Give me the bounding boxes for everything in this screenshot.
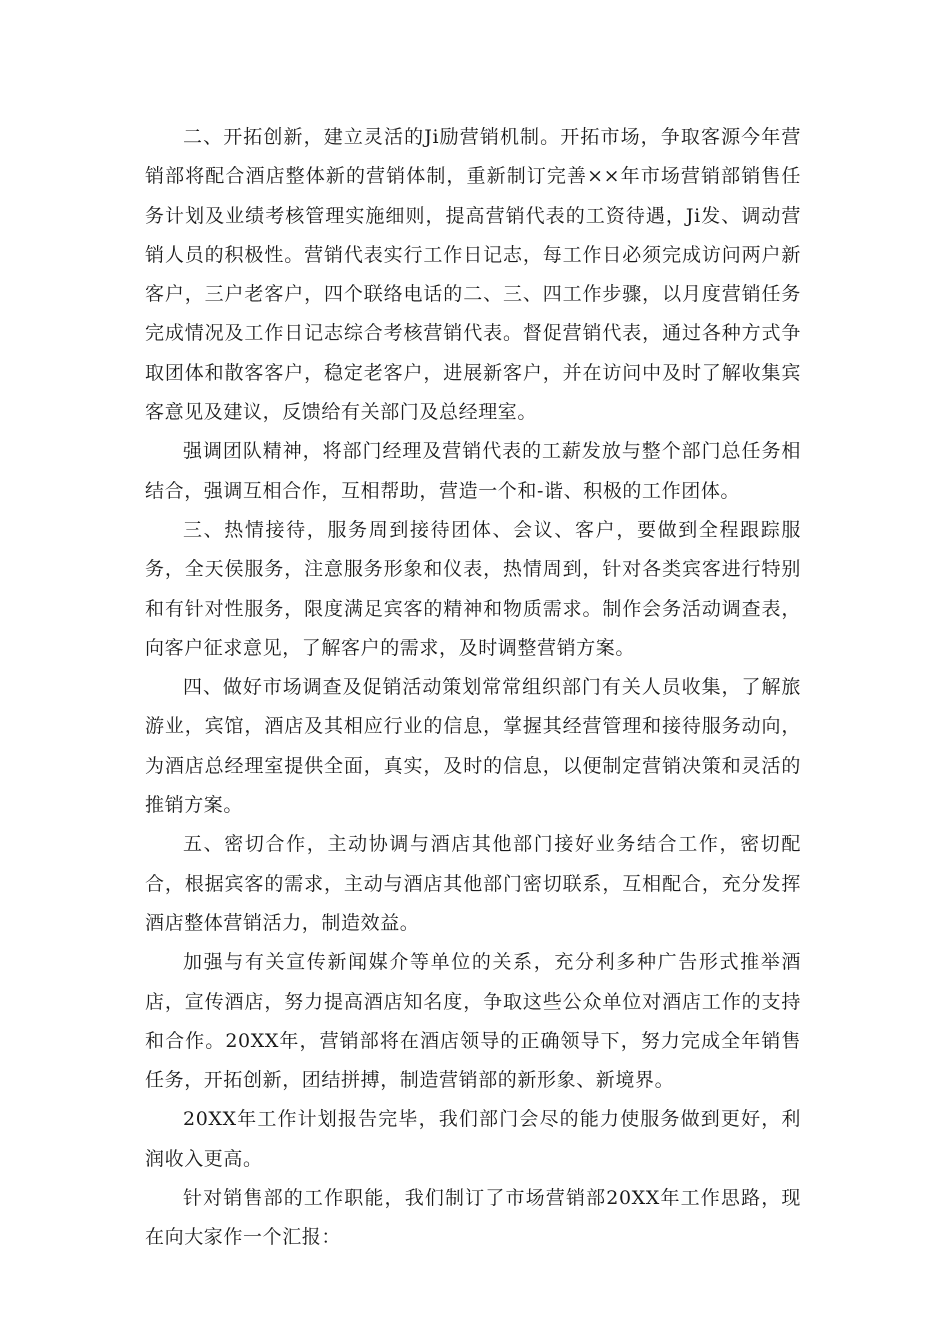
paragraph-team-spirit: 强调团队精神，将部门经理及营销代表的工薪发放与整个部门总任务相结合，强调互相合作，互相帮助，营造一个和-谐、积极的工作团体。 (145, 440, 801, 502)
paragraph-media-relations: 加强与有关宣传新闻媒介等单位的关系，充分利多种广告形式推举酒店，宣传酒店，努力提高酒店知名度，争取这些公众单位对酒店工作的支持和合作。20XX年，营销部将在酒店领导的正确领导下，努力完成全年销售任务，开拓创新，团结拼搏，制造营销部的新形象、新境界。 (145, 951, 801, 1092)
paragraph-cooperation: 五、密切合作，主动协调与酒店其他部门接好业务结合工作，密切配合，根据宾客的需求，主动与酒店其他部门密切联系，互相配合，充分发挥酒店整体营销活力，制造效益。 (145, 833, 801, 934)
paragraph-report-intro: 针对销售部的工作职能，我们制订了市场营销部20XX年工作思路，现在向大家作一个汇报： (145, 1187, 801, 1249)
paragraph-marketing-incentives: 二、开拓创新，建立灵活的Ji励营销机制。开拓市场，争取客源今年营销部将配合酒店整体新的营销体制，重新制订完善××年市场营销部销售任务计划及业绩考核管理实施细则，提高营销代表的工资待遇，Ji发、调动营销人员的积极性。营销代表实行工作日记志，每工作日必须完成访问两户新客户，三户老客户，四个联络电话的二、三、四工作步骤，以月度营销任务完成情况及工作日记志综合考核营销代表。督促营销代表，通过各种方式争取团体和散客客户，稳定老客户，进展新客户，并在访问中及时了解收集宾客意见及建议，反馈给有关部门及总经理室。 (145, 126, 801, 424)
paragraph-market-research: 四、做好市场调查及促销活动策划常常组织部门有关人员收集，了解旅游业，宾馆，酒店及其相应行业的信息，掌握其经营管理和接待服务动向，为酒店总经理室提供全面，真实，及时的信息，以便制定营销决策和灵活的推销方案。 (145, 676, 801, 817)
paragraph-report-conclusion: 20XX年工作计划报告完毕，我们部门会尽的能力使服务做到更好，利润收入更高。 (145, 1108, 801, 1170)
paragraph-reception-service: 三、热情接待，服务周到接待团体、会议、客户，要做到全程跟踪服务，全天侯服务，注意服务形象和仪表，热情周到，针对各类宾客进行特别和有针对性服务，限度满足宾客的精神和物质需求。制作会务活动调查表，向客户征求意见，了解客户的需求，及时调整营销方案。 (145, 518, 801, 659)
document-body (145, 118, 801, 1258)
